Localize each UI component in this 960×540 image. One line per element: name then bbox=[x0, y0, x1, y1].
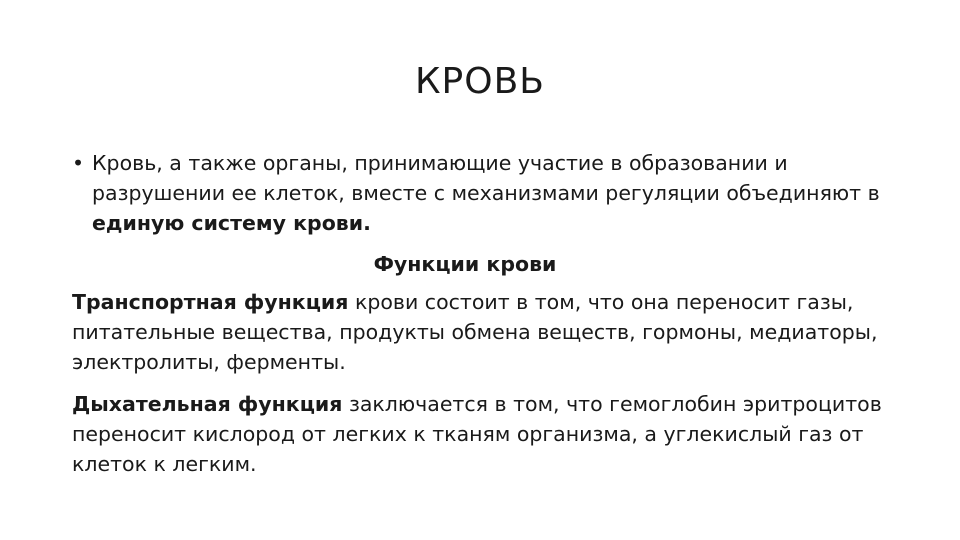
functions-heading: Функции крови bbox=[373, 252, 557, 276]
transport-paragraph bbox=[72, 287, 902, 377]
transport-text: крови состоит в том, что она переносит газы, питательные вещества, продукты обмена веществ, гормоны, медиаторы, электролиты, ферменты. bbox=[72, 290, 878, 374]
respiratory-text: заключается в том, что гемоглобин эритроцитов переносит кислород от легких к тканям организма, а углекислый газ от клеток к легким. bbox=[72, 392, 882, 476]
bullet-text-bold: единую систему крови. bbox=[92, 211, 371, 235]
bullet-marker: • bbox=[72, 151, 85, 175]
bullet-list bbox=[72, 148, 902, 238]
respiratory-term: Дыхательная функция bbox=[72, 392, 343, 416]
bullet-text-plain: Кровь, а также органы, принимающие участие в образовании и разрушении ее клеток, вместе с механизмами регуляции объединяют в bbox=[92, 151, 880, 205]
transport-term: Транспортная функция bbox=[72, 290, 349, 314]
bullet-item bbox=[72, 148, 902, 238]
respiratory-paragraph bbox=[72, 389, 902, 479]
slide-title: КРОВЬ bbox=[415, 61, 545, 102]
bullet-text bbox=[92, 148, 902, 238]
